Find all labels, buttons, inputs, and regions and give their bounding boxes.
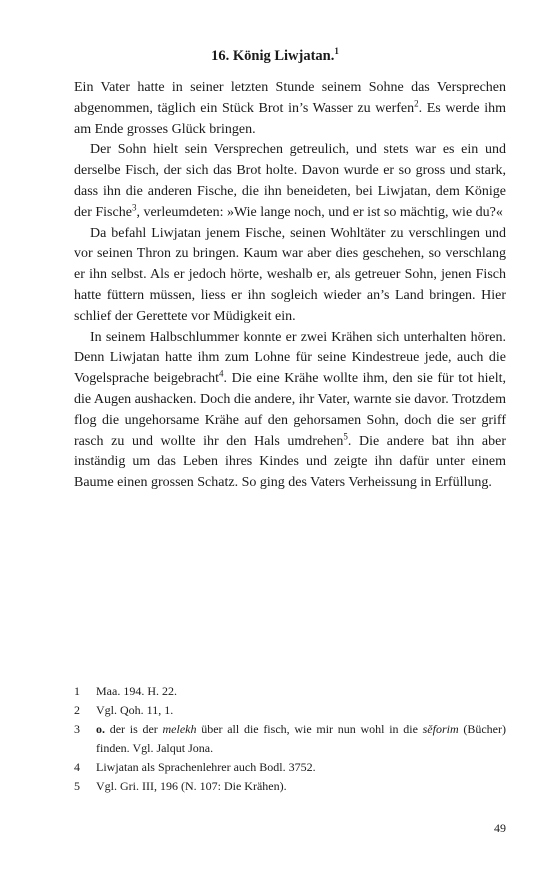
footnote-text [96,777,506,796]
text-run: Der Sohn hielt sein Versprechen getreulich, und stets war es ein und derselbe Fisch, der sich das Brot holte. Davon wurde er so gross und stark, dass ihn die anderen Fische, die ihn beneideten, bei Liwjatan, dem Könige der Fische [74,142,506,220]
footnote-ref: 2 [414,98,419,109]
paragraph [74,328,506,494]
footnote [74,758,506,777]
page-number: 49 [494,821,506,835]
bold-text: o. [96,722,105,736]
footnote-ref: 1 [334,46,339,57]
chapter-title-text: 16. König Liwjatan. [211,48,335,64]
footnote [74,777,506,796]
footnote-number: 2 [74,703,80,717]
text-run: , verleumdeten: »Wie lange noch, und er ist so mächtig, wie du?« [136,204,503,220]
footnote-number: 3 [74,722,80,736]
footnotes [74,682,506,796]
italic-text: melekh [162,722,197,736]
footnote-number: 4 [74,760,80,774]
italic-text: sĕforim [422,722,459,736]
paragraph [74,224,506,328]
footnote-ref: 4 [219,368,224,379]
chapter-title [0,48,550,65]
text-run: . Die eine Krähe wollte ihm, den sie für tot hielt, die Augen aushacken. Doch die andere, ihr Vater, warnte sie davor. Trotzdem flog die ungehorsame Krähe auf den gehorsamen Sohn, doch die ser griff rasch zu und wollte ihr den Hals umdrehen [74,371,506,449]
footnote [74,720,506,758]
footnote [74,682,506,701]
footnote-text [96,701,506,720]
text-run: der is der [105,722,163,736]
text-run: Vgl. Qoh. 11, 1. [96,703,174,717]
footnote-ref: 5 [343,430,348,441]
footnote-ref: 3 [131,202,137,213]
body-text [74,78,506,494]
text-run: . Es werde ihm am Ende grosses Glück bringen. [74,100,507,137]
text-run: In seinem Halbschlummer konnte er zwei Krähen sich unterhalten hören. Denn Liwjatan hatte ihm zum Lohne für seine Kindestreue jede, auch die Vogelsprache beigebracht [74,329,506,387]
footnote-text [96,682,506,701]
footnote [74,701,506,720]
paragraph [74,78,506,140]
text-run: Da befahl Liwjatan jenem Fische, seinen Wohltäter zu verschlingen und vor seinen Thron zu bringen. Kaum war aber dies geschehen, so verschlang er ihn selbst. Als er jedoch hörte, weshalb er, als getreuer Sohn, jenen Fisch hatte füttern müssen, liess er ihn sogleich wieder an’s Land bringen. Hier schlief der Gerettete vor Müdigkeit ein. [74,225,506,324]
text-run: Liwjatan als Sprachenlehrer auch Bodl. 3752. [96,760,316,774]
footnote-number: 5 [74,779,80,793]
text-run: Maa. 194. H. 22. [96,684,177,698]
footnote-text [96,720,506,758]
footnote-number: 1 [74,684,80,698]
footnote-text [96,758,506,777]
text-run: Ein Vater hatte in seiner letzten Stunde seinem Sohne das Versprechen abgenommen, täglich ein Stück Brot in’s Wasser zu werfen [74,80,506,116]
text-run: (Bücher) finden. Vgl. Jalqut Jona. [96,722,506,755]
text-run: . Die andere bat ihn aber inständig um das Leben ihres Kindes und zeigte ihn dafür unter einem Baume einen grossen Schatz. So ging des Vaters Verheissung in Erfüllung. [74,433,506,491]
paragraph [74,140,506,223]
text-run: über all die fisch, wie mir nun wohl in die [196,722,423,736]
text-run: Vgl. Gri. III, 196 (N. 107: Die Krähen). [96,779,287,793]
